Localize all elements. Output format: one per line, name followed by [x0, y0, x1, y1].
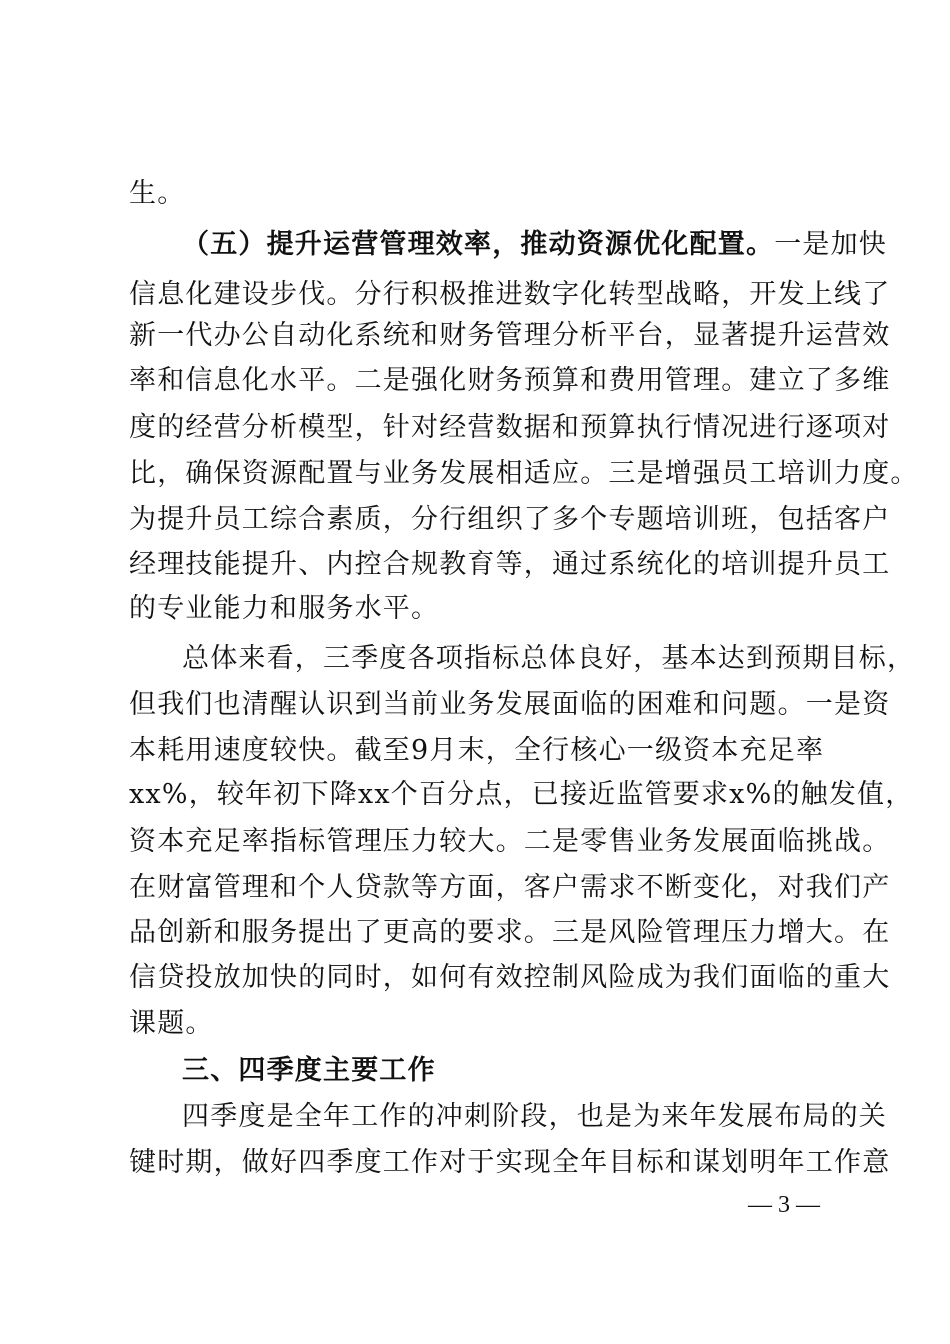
paragraph-line: 资本充足率指标管理压力较大。二是零售业务发展面临挑战。 [129, 826, 891, 857]
paragraph-line: 经理技能提升、内控合规教育等，通过系统化的培训提升员工 [129, 549, 891, 580]
paragraph-line: 四季度是全年工作的冲刺阶段，也是为来年发展布局的关 [182, 1101, 887, 1132]
chapter-heading: 三、四季度主要工作 [182, 1055, 436, 1086]
paragraph-line: 键时期，做好四季度工作对于实现全年目标和谋划明年工作意 [129, 1147, 891, 1178]
paragraph-line: xx%，较年初下降xx个百分点，已接近监管要求x%的触发值， [129, 779, 914, 810]
paragraph-line: 本耗用速度较快。截至9月末，全行核心一级资本充足率 [129, 735, 825, 766]
paragraph-line: 生。 [129, 178, 186, 209]
paragraph-line: 总体来看，三季度各项指标总体良好，基本达到预期目标， [182, 643, 916, 674]
section-heading-line [182, 227, 887, 263]
paragraph-line: 品创新和服务提出了更高的要求。三是风险管理压力增大。在 [129, 917, 891, 948]
paragraph-line: 但我们也清醒认识到当前业务发展面临的困难和问题。一是资 [129, 689, 891, 720]
paragraph-line: 新一代办公自动化系统和财务管理分析平台，显著提升运营效 [129, 320, 891, 351]
paragraph-line: 在财富管理和个人贷款等方面，客户需求不断变化，对我们产 [129, 872, 891, 903]
paragraph-line: 的专业能力和服务水平。 [129, 593, 440, 624]
section-heading: （五）提升运营管理效率，推动资源优化配置。 [182, 229, 775, 260]
page-number: — 3 — [748, 1192, 820, 1218]
paragraph-line: 课题。 [129, 1008, 214, 1039]
paragraph-line: 率和信息化水平。二是强化财务预算和费用管理。建立了多维 [129, 365, 891, 396]
paragraph-line: 信息化建设步伐。分行积极推进数字化转型战略，开发上线了 [129, 279, 891, 310]
paragraph-line: 信贷投放加快的同时，如何有效控制风险成为我们面临的重大 [129, 962, 891, 993]
paragraph-text: 一是加快 [774, 229, 888, 260]
paragraph-line: 为提升员工综合素质，分行组织了多个专题培训班，包括客户 [129, 504, 891, 535]
paragraph-line: 比，确保资源配置与业务发展相适应。三是增强员工培训力度。 [129, 458, 919, 489]
paragraph-line: 度的经营分析模型，针对经营数据和预算执行情况进行逐项对 [129, 412, 891, 443]
